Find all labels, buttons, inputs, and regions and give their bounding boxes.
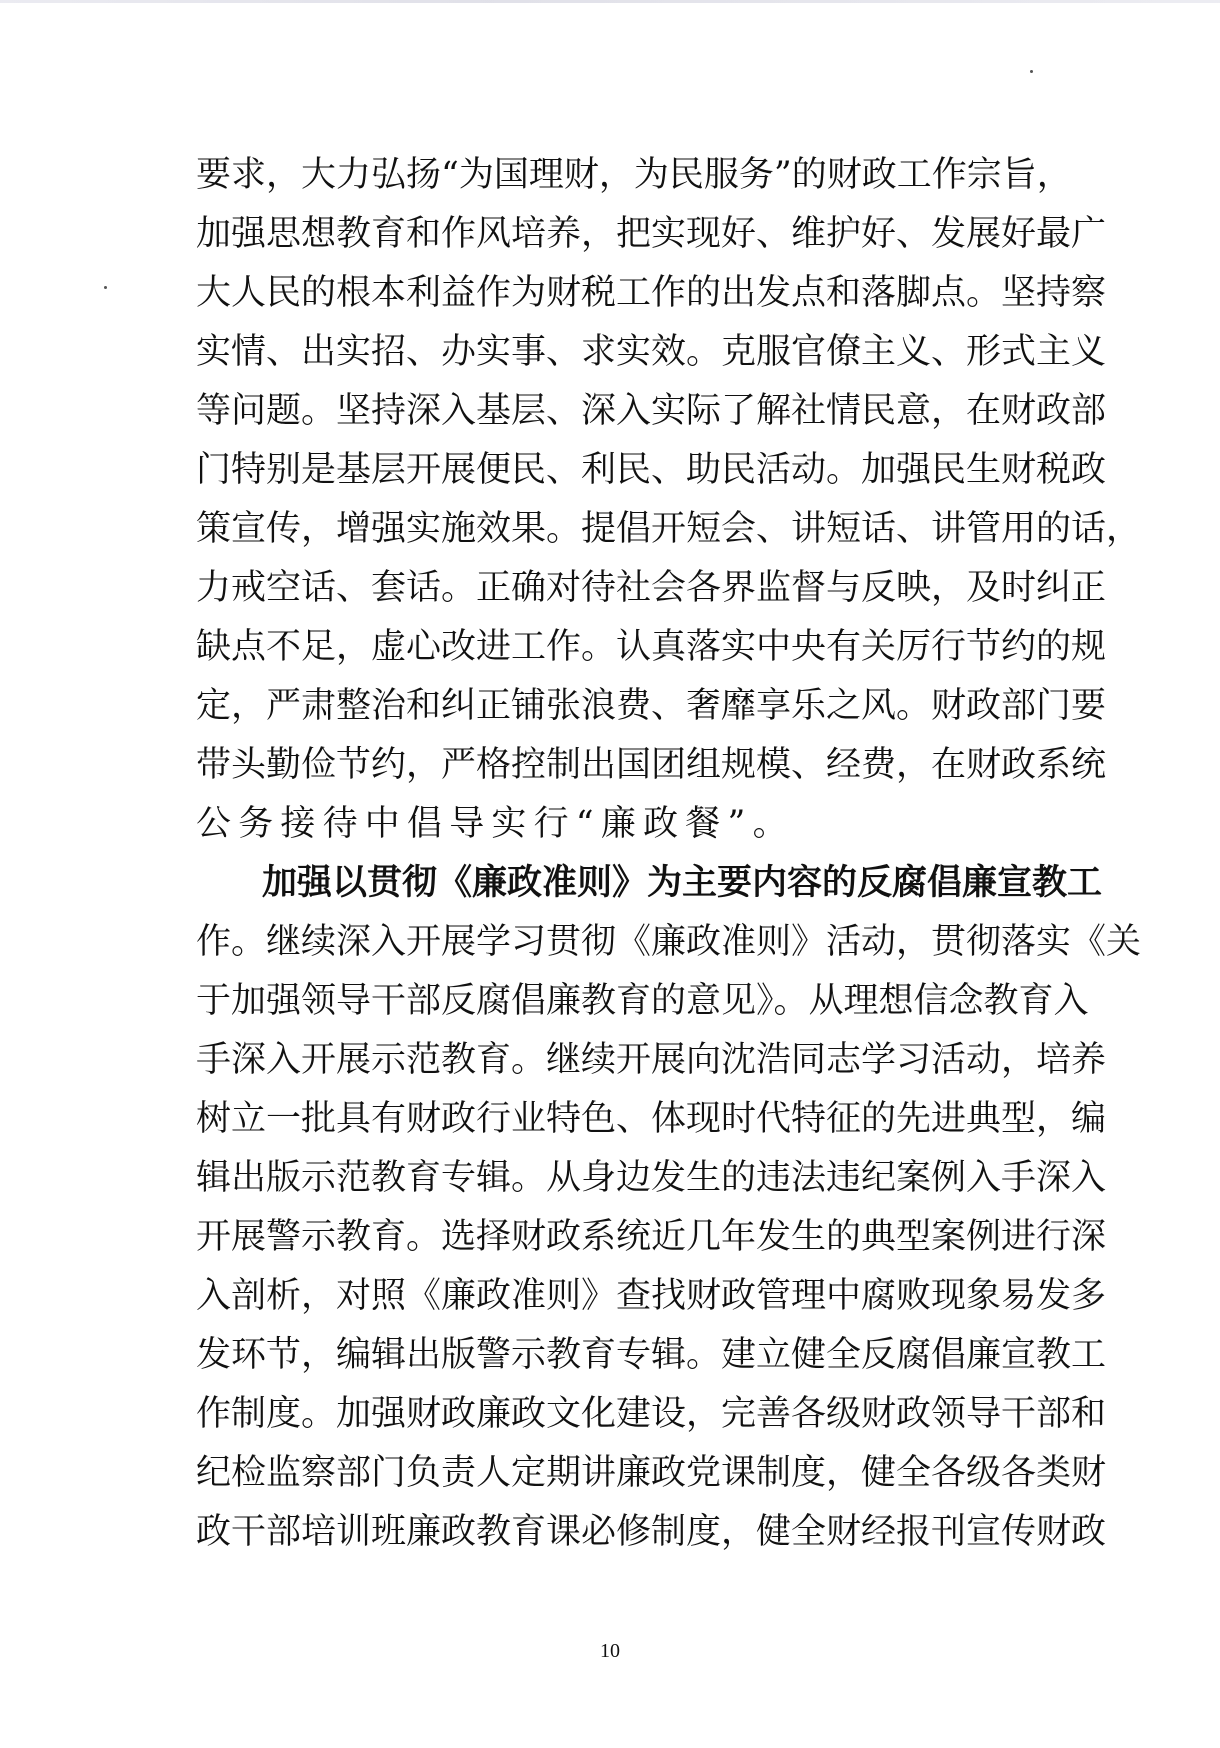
body-line: 开展警示教育。选择财政系统近几年发生的典型案例进行深 bbox=[196, 1217, 1107, 1257]
body-line: 门特别是基层开展便民、利民、助民活动。加强民生财税政 bbox=[196, 450, 1107, 490]
body-line: 作。继续深入开展学习贯彻《廉政准则》活动，贯彻落实《关 bbox=[196, 922, 1142, 962]
body-line: 作制度。加强财政廉政文化建设，完善各级财政领导干部和 bbox=[196, 1394, 1107, 1434]
body-line: 等问题。坚持深入基层、深入实际了解社情民意，在财政部 bbox=[196, 391, 1107, 431]
section-heading: 加强以贯彻《廉政准则》为主要内容的反腐倡廉宣教工 bbox=[262, 862, 1103, 903]
body-line: 定，严肃整治和纠正铺张浪费、奢靡享乐之风。财政部门要 bbox=[196, 686, 1107, 726]
body-line: 于加强领导干部反腐倡廉教育的意见》。从理想信念教育入 bbox=[196, 981, 1089, 1021]
body-line: 政干部培训班廉政教育课必修制度，健全财经报刊宣传财政 bbox=[196, 1512, 1107, 1552]
body-line: 缺点不足，虚心改进工作。认真落实中央有关厉行节约的规 bbox=[196, 627, 1107, 667]
body-line: 实情、出实招、办实事、求实效。克服官僚主义、形式主义 bbox=[196, 332, 1107, 372]
scan-edge bbox=[0, 0, 1220, 3]
body-line: 加强思想教育和作风培养，把实现好、维护好、发展好最广 bbox=[196, 214, 1107, 254]
body-line: 带头勤俭节约，严格控制出国团组规模、经费，在财政系统 bbox=[196, 745, 1107, 785]
body-line: 入剖析，对照《廉政准则》查找财政管理中腐败现象易发多 bbox=[196, 1276, 1107, 1316]
body-line-last: 公务接待中倡导实行“廉政餐”。 bbox=[196, 804, 795, 844]
body-line: 纪检监察部门负责人定期讲廉政党课制度，健全各级各类财 bbox=[196, 1453, 1107, 1493]
body-line: 辑出版示范教育专辑。从身边发生的违法违纪案例入手深入 bbox=[196, 1158, 1107, 1198]
body-line: 大人民的根本利益作为财税工作的出发点和落脚点。坚持察 bbox=[196, 273, 1107, 313]
body-line: 要求，大力弘扬“为国理财，为民服务”的财政工作宗旨， bbox=[196, 155, 1072, 195]
body-line: 树立一批具有财政行业特色、体现时代特征的先进典型，编 bbox=[196, 1099, 1107, 1139]
body-line: 发环节，编辑出版警示教育专辑。建立健全反腐倡廉宣教工 bbox=[196, 1335, 1107, 1375]
body-line: 策宣传，增强实施效果。提倡开短会、讲短话、讲管用的话， bbox=[196, 509, 1142, 549]
scan-speck bbox=[1030, 70, 1033, 73]
body-line: 手深入开展示范教育。继续开展向沈浩同志学习活动，培养 bbox=[196, 1040, 1107, 1080]
page-number: 10 bbox=[600, 1640, 620, 1662]
scan-speck bbox=[104, 286, 107, 289]
body-line: 力戒空话、套话。正确对待社会各界监督与反映，及时纠正 bbox=[196, 568, 1107, 608]
